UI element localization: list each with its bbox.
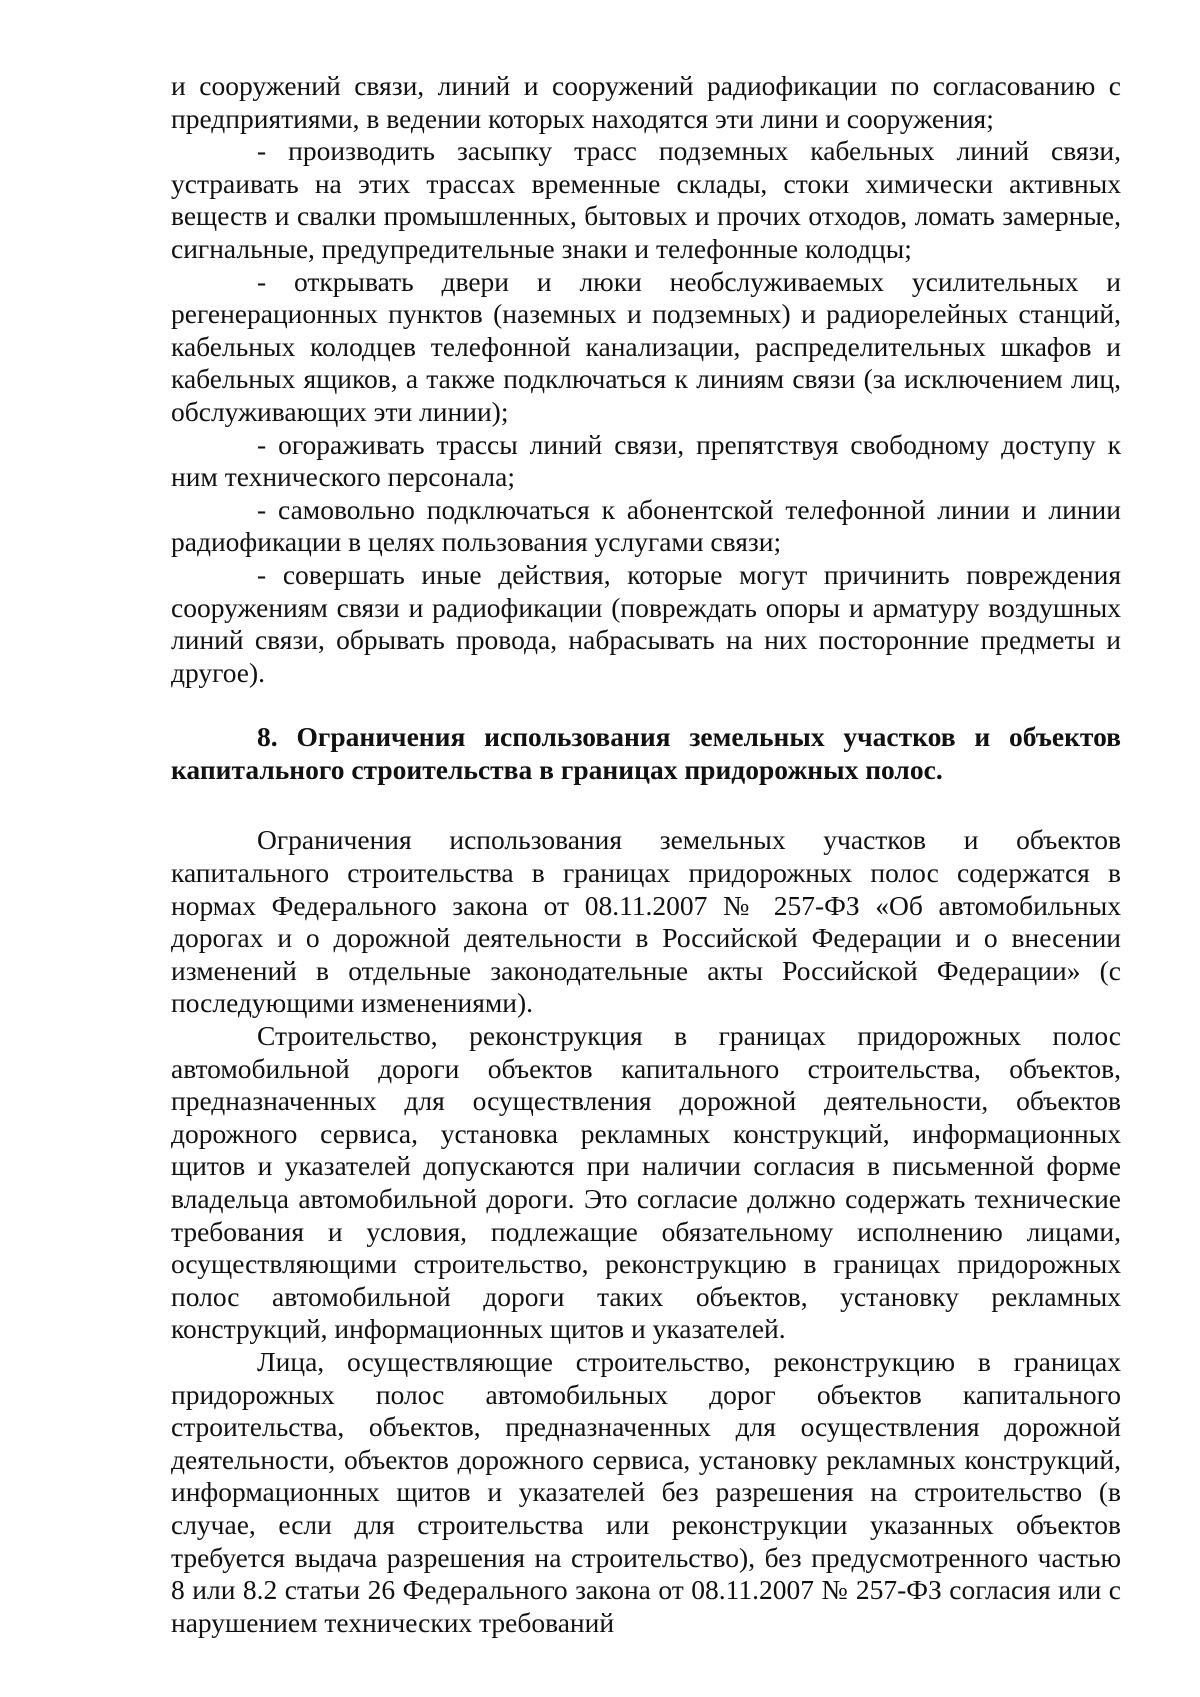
paragraph-restrictions: Ограничения использования земельных участков и объектов капитального строительства в границах придорожных полос содержатся в нормах Федерального закона от 08.11.2007 № 257-ФЗ «Об автомобильных дорогах и о дорожной деятельности в Российской Федерации и о внесении изменений в отдельные законодательные акты Российской Федерации» (с последующими изменениями). (171, 824, 1121, 1019)
section-heading: 8. Ограничения использования земельных участков и объектов капитального строительства в границах придорожных полос. (171, 721, 1121, 785)
list-item-other-actions: - совершать иные действия, которые могут причинить повреждения сооружениям связи и радиофикации (повреждать опоры и арматуру воздушных линий связи, обрывать провода, набрасывать на них посторонние предметы и другое). (171, 558, 1121, 688)
list-item-fence: - огораживать трассы линий связи, препятствуя свободному доступу к ним технического персонала; (171, 428, 1121, 493)
document-page (171, 70, 1121, 1639)
paragraph-persons: Лица, осуществляющие строительство, реконструкцию в границах придорожных полос автомобильных дорог объектов капитального строительства, объектов, предназначенных для осуществления дорожной деятельности, объектов дорожного сервиса, установку рекламных конструкций, информационных щитов и указателей без разрешения на строительство (в случае, если для строительства или реконструкции указанных объектов требуется выдача разрешения на строительство), без предусмотренного частью 8 или 8.2 статьи 26 Федерального закона от 08.11.2007 № 257-ФЗ согласия или с нарушением технических требований (171, 1345, 1121, 1638)
list-item-backfill: - производить засыпку трасс подземных кабельных линий связи, устраивать на этих трассах временные склады, стоки химически активных веществ и свалки промышленных, бытовых и прочих отходов, ломать замерные, сигнальные, предупредительные знаки и телефонные колодцы; (171, 135, 1121, 264)
list-item-open-doors: - открывать двери и люки необслуживаемых усилительных и регенерационных пунктов (наземных и подземных) и радиорелейных станций, кабельных колодцев телефонной канализации, распределительных шкафов и кабельных ящиков, а также подключаться к линиям связи (за исключением лиц, обслуживающих эти линии); (171, 265, 1121, 427)
paragraph-construction: Строительство, реконструкция в границах придорожных полос автомобильной дороги объектов капитального строительства, объектов, предназначенных для осуществления дорожной деятельности, объектов дорожного сервиса, установка рекламных конструкций, информационных щитов и указателей допускаются при наличии согласия в письменной форме владельца автомобильной дороги. Это согласие должно содержать технические требования и условия, подлежащие обязательному исполнению лицами, осуществляющими строительство, реконструкцию в границах придорожных полос автомобильной дороги таких объектов, установку рекламных конструкций, информационных щитов и указателей. (171, 1020, 1121, 1345)
list-item-connect: - самовольно подключаться к абонентской телефонной линии и линии радиофикации в целях пользования услугами связи; (171, 493, 1121, 558)
section-gap (171, 786, 1121, 824)
paragraph-continuation: и сооружений связи, линий и сооружений радиофикации по согласованию с предприятиями, в ведении которых находятся эти лини и сооружения; (171, 70, 1121, 134)
